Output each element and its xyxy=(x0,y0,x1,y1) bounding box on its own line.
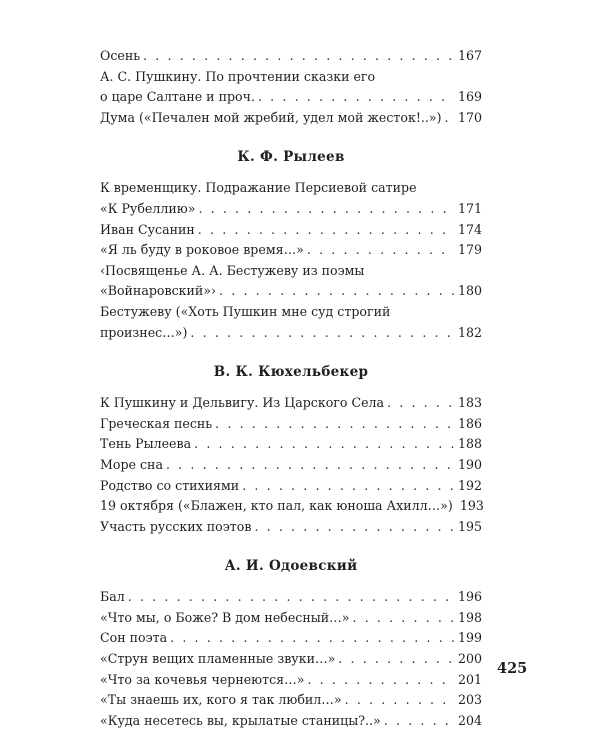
toc-entry[interactable] xyxy=(100,393,482,414)
entry-leader-row xyxy=(100,608,482,629)
entry-page-number: 193 xyxy=(459,498,484,514)
entry-leader-row xyxy=(100,434,482,455)
entry-title-line: К Пушкину и Дельвигу. Из Царского Села xyxy=(100,395,385,411)
toc-entry[interactable] xyxy=(100,67,482,108)
entry-page-number: 204 xyxy=(457,712,482,728)
entry-title-line: «Ты знаешь их, кого я так любил…» xyxy=(100,692,342,708)
dot-leader xyxy=(338,649,454,670)
section-author-heading: В. К. Кюхельбекер xyxy=(213,364,369,381)
toc-entry[interactable] xyxy=(100,414,482,435)
entry-title-line: «Струн вещих пламенные звуки…» xyxy=(100,651,336,667)
entry-title-line: А. С. Пушкину. По прочтении сказки его xyxy=(100,68,376,84)
entry-leader-row xyxy=(100,87,482,108)
entry-page-number: 167 xyxy=(457,48,482,63)
dot-leader xyxy=(352,608,453,629)
toc-entry[interactable] xyxy=(100,649,482,670)
toc-entry[interactable] xyxy=(100,46,482,67)
entry-page-number: 171 xyxy=(457,200,482,216)
toc-entry[interactable] xyxy=(100,302,482,343)
entry-title-line: Осень xyxy=(100,48,141,63)
toc-entry[interactable] xyxy=(100,517,482,538)
entry-leader-row xyxy=(100,455,482,476)
entry-page-number: 182 xyxy=(457,324,482,340)
entry-title-line: Бестужеву («Хоть Пушкин мне суд строгий xyxy=(100,303,391,319)
dot-leader xyxy=(387,393,454,414)
dot-leader xyxy=(170,628,454,649)
entry-leader-row xyxy=(100,240,482,261)
entry-leader-row xyxy=(100,414,482,435)
entry-page-number: 180 xyxy=(457,283,482,299)
section-author-heading: А. И. Одоевский xyxy=(224,558,358,575)
entry-leader-row xyxy=(100,711,482,732)
entry-title-line: Тень Рылеева xyxy=(100,436,192,452)
entry-leader-row xyxy=(100,108,482,129)
entry-title-line: Сон поэта xyxy=(100,630,168,646)
toc-entry[interactable] xyxy=(100,587,482,608)
entry-title-line: произнес…») xyxy=(100,324,188,340)
entry-leader-row xyxy=(100,199,482,220)
dot-leader xyxy=(198,199,454,220)
entry-page-number: 186 xyxy=(457,415,482,431)
toc-section xyxy=(100,148,482,343)
entry-leader-row xyxy=(100,496,482,517)
dot-leader xyxy=(190,323,454,344)
dot-leader xyxy=(345,690,454,711)
toc-entry[interactable] xyxy=(100,690,482,711)
entry-page-number: 203 xyxy=(457,692,482,708)
entry-page-number: 192 xyxy=(457,477,482,493)
entry-leader-row xyxy=(100,517,482,538)
entry-page-number: 198 xyxy=(457,609,482,625)
entry-title-line: Море сна xyxy=(100,456,163,472)
toc-entry[interactable] xyxy=(100,711,482,732)
toc-entry[interactable] xyxy=(100,108,482,129)
dot-leader xyxy=(258,87,454,108)
dot-leader xyxy=(307,240,454,261)
entry-leader-row xyxy=(100,670,482,691)
dot-leader xyxy=(242,476,454,497)
entry-title-line: «К Рубеллию» xyxy=(100,200,196,216)
entry-title-line: «Я ль буду в роковое время…» xyxy=(100,242,304,258)
entry-page-number: 190 xyxy=(457,456,482,472)
dot-leader xyxy=(384,711,454,732)
entry-title-line: Дума («Печален мой жребий, удел мой жесток!..») xyxy=(100,109,442,125)
dot-leader xyxy=(445,108,454,129)
entry-leader-row xyxy=(100,587,482,608)
dot-leader xyxy=(254,517,454,538)
toc-entry[interactable] xyxy=(100,178,482,219)
entry-leader-row xyxy=(100,220,482,241)
toc-entry[interactable] xyxy=(100,240,482,261)
page-number: 425 xyxy=(497,660,528,677)
toc-entry[interactable] xyxy=(100,628,482,649)
dot-leader xyxy=(128,587,454,608)
entry-page-number: 200 xyxy=(457,651,482,667)
toc-entry[interactable] xyxy=(100,476,482,497)
entry-title-line: Участь русских поэтов xyxy=(100,518,252,534)
dot-leader xyxy=(215,414,454,435)
toc-section xyxy=(100,363,482,537)
entry-title-line: Иван Сусанин xyxy=(100,221,195,237)
table-of-contents xyxy=(100,46,482,731)
entry-title-line: 19 октября («Блажен, кто пал, как юноша Ахилл…») xyxy=(100,498,453,514)
entry-title-line: Бал xyxy=(100,589,125,605)
entry-page-number: 179 xyxy=(457,242,482,258)
entry-leader-row xyxy=(100,281,482,302)
entry-title-line: К временщику. Подражание Персиевой сатире xyxy=(100,180,417,196)
toc-entry[interactable] xyxy=(100,261,482,302)
dot-leader xyxy=(194,434,454,455)
entry-page-number: 195 xyxy=(457,518,482,534)
entry-page-number: 169 xyxy=(457,89,482,105)
entry-leader-row xyxy=(100,649,482,670)
dot-leader xyxy=(143,46,454,67)
entry-page-number: 170 xyxy=(457,109,482,125)
dot-leader xyxy=(219,281,454,302)
toc-entry[interactable] xyxy=(100,434,482,455)
entry-page-number: 183 xyxy=(457,395,482,411)
toc-entry[interactable] xyxy=(100,670,482,691)
entry-leader-row xyxy=(100,476,482,497)
dot-leader xyxy=(166,455,454,476)
entry-page-number: 196 xyxy=(457,589,482,605)
entry-page-number: 174 xyxy=(457,221,482,237)
entry-leader-row xyxy=(100,323,482,344)
entry-title-line: «Что мы, о Боже? В дом небесный…» xyxy=(100,609,350,625)
entry-leader-row xyxy=(100,690,482,711)
toc-section xyxy=(100,46,482,128)
dot-leader xyxy=(198,220,454,241)
toc-section xyxy=(100,557,482,731)
entry-leader-row xyxy=(100,46,482,67)
entry-page-number: 201 xyxy=(457,671,482,687)
section-author-heading: К. Ф. Рылеев xyxy=(237,149,345,166)
entry-page-number: 188 xyxy=(457,436,482,452)
toc-entry[interactable] xyxy=(100,608,482,629)
entry-leader-row xyxy=(100,628,482,649)
dot-leader xyxy=(307,670,454,691)
toc-entry[interactable] xyxy=(100,220,482,241)
entry-title-line: о царе Салтане и проч. xyxy=(100,89,255,105)
toc-entry[interactable] xyxy=(100,455,482,476)
entry-title-line: «Войнаровский»› xyxy=(100,283,217,299)
entry-title-line: Родство со стихиями xyxy=(100,477,240,493)
entry-title-line: ‹Посвященье А. А. Бестужеву из поэмы xyxy=(100,262,365,278)
toc-entry[interactable] xyxy=(100,496,482,517)
entry-title-line: «Куда несетесь вы, крылатые станицы?..» xyxy=(100,712,381,728)
entry-page-number: 199 xyxy=(457,630,482,646)
entry-title-line: Греческая песнь xyxy=(100,415,213,431)
entry-leader-row xyxy=(100,393,482,414)
entry-title-line: «Что за кочевья чернеются…» xyxy=(100,671,305,687)
